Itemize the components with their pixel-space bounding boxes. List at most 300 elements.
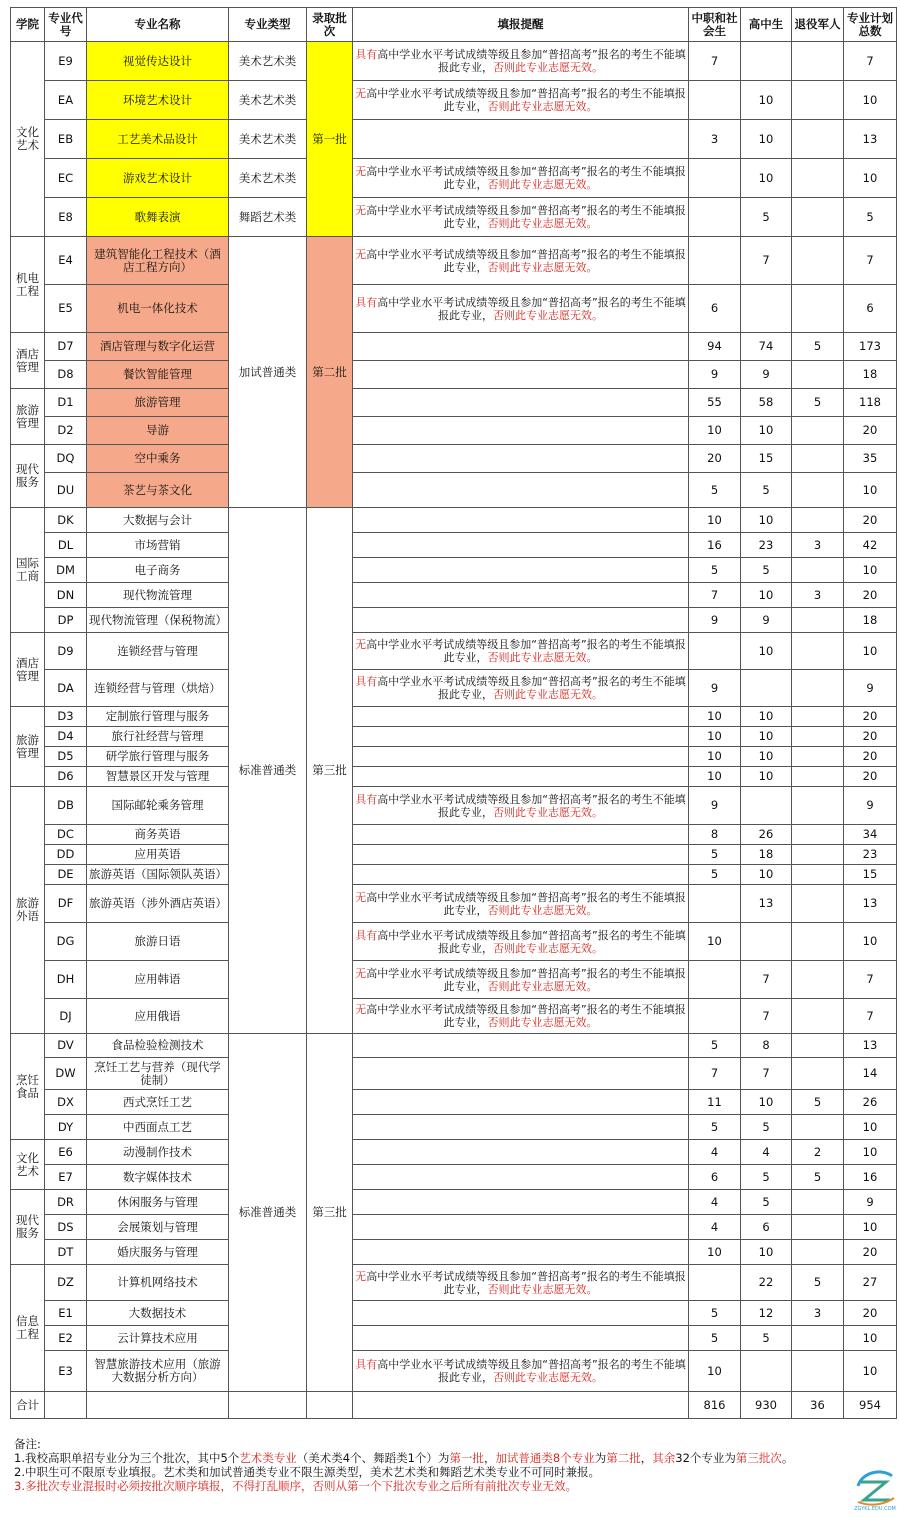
code-cell: DA (45, 670, 87, 707)
remind-suffix: 否则此专业志愿无效。 (493, 1371, 603, 1384)
table-row (11, 767, 897, 787)
code-cell: DG (45, 923, 87, 961)
table-row (11, 583, 897, 608)
total-cell: 20 (844, 707, 897, 727)
table-row (11, 1351, 897, 1392)
name-cell: 电子商务 (87, 558, 229, 583)
total-cell: 10 (844, 81, 897, 120)
col-batch: 录取批次 (307, 8, 353, 42)
veteran-cell (792, 787, 844, 825)
veteran-cell (792, 1326, 844, 1351)
table-row (11, 508, 897, 533)
table-row (11, 961, 897, 999)
remind-prefix: 无 (355, 638, 367, 651)
table-row (11, 198, 897, 237)
vocational-cell: 9 (689, 670, 741, 707)
name-cell: 旅游英语（国际领队英语） (87, 865, 229, 885)
name-cell: 现代物流管理（保税物流） (87, 608, 229, 633)
college-cell: 旅游外语 (11, 787, 45, 1034)
code-cell: DB (45, 787, 87, 825)
name-cell: 连锁经营与管理（烘焙） (87, 670, 229, 707)
veteran-cell (792, 707, 844, 727)
total-cell: 7 (844, 42, 897, 81)
type-cell: 美术艺术类 (229, 81, 307, 120)
highschool-cell: 10 (741, 865, 792, 885)
vocational-cell: 20 (689, 445, 741, 473)
table-row (11, 727, 897, 747)
highschool-cell (741, 1351, 792, 1392)
veteran-cell: 5 (792, 1090, 844, 1115)
remind-suffix: 否则此专业志愿无效。 (487, 903, 598, 917)
vocational-cell: 9 (689, 608, 741, 633)
name-cell: 大数据与会计 (87, 508, 229, 533)
table-row (11, 120, 897, 159)
total-cell: 20 (844, 583, 897, 608)
table-row (11, 1215, 897, 1240)
remind-cell (353, 361, 689, 389)
total-cell: 20 (844, 417, 897, 445)
vocational-cell (689, 198, 741, 237)
remind-suffix: 否则此专业志愿无效。 (487, 651, 598, 664)
veteran-cell: 3 (792, 1301, 844, 1326)
college-cell: 现代服务 (11, 445, 45, 508)
veteran-cell (792, 1240, 844, 1265)
remind-suffix: 否则此专业志愿无效。 (487, 979, 598, 993)
vocational-cell: 4 (689, 1215, 741, 1240)
notes-title: 备注: (14, 1437, 41, 1451)
batch-cell: 第一批 (307, 42, 353, 237)
vocational-cell: 9 (689, 361, 741, 389)
remind-cell (353, 42, 689, 81)
veteran-cell (792, 445, 844, 473)
total-cell: 10 (844, 1115, 897, 1140)
type-cell: 舞蹈艺术类 (229, 198, 307, 237)
code-cell: DN (45, 583, 87, 608)
table-row (11, 670, 897, 707)
name-cell: 西式烹饪工艺 (87, 1090, 229, 1115)
highschool-cell: 10 (741, 633, 792, 670)
table-row (11, 608, 897, 633)
remind-body: 高中学业水平考试成绩等级且参加“普招高考”报名的考生不能填报此专业， (377, 295, 686, 322)
veteran-cell (792, 999, 844, 1034)
remind-cell (353, 1090, 689, 1115)
remind-cell (353, 787, 689, 825)
vocational-cell (689, 159, 741, 198)
total-cell: 42 (844, 533, 897, 558)
remind-cell (353, 1326, 689, 1351)
type-cell: 加试普通类 (229, 237, 307, 508)
remind-prefix: 无 (355, 87, 367, 100)
remind-body: 高中学业水平考试成绩等级且参加“普招高考”报名的考生不能填报此专业， (366, 966, 686, 993)
highschool-cell: 7 (741, 999, 792, 1034)
total-highschool: 930 (741, 1392, 792, 1419)
total-cell: 14 (844, 1058, 897, 1090)
total-overall: 954 (844, 1392, 897, 1419)
college-cell: 文化艺术 (11, 1140, 45, 1190)
table-row (11, 633, 897, 670)
remind-prefix: 无 (355, 165, 367, 178)
table-row (11, 1090, 897, 1115)
highschool-cell: 58 (741, 389, 792, 417)
code-cell: DE (45, 865, 87, 885)
code-cell: D6 (45, 767, 87, 787)
code-cell: D4 (45, 727, 87, 747)
vocational-cell: 6 (689, 285, 741, 333)
code-cell: E8 (45, 198, 87, 237)
college-cell: 信息工程 (11, 1265, 45, 1392)
highschool-cell: 7 (741, 1058, 792, 1090)
code-cell: DZ (45, 1265, 87, 1301)
college-cell: 旅游管理 (11, 389, 45, 445)
name-cell: 动漫制作技术 (87, 1140, 229, 1165)
highschool-cell: 9 (741, 361, 792, 389)
code-cell: E7 (45, 1165, 87, 1190)
highschool-cell: 5 (741, 1165, 792, 1190)
highschool-cell: 10 (741, 159, 792, 198)
table-row (11, 845, 897, 865)
code-cell: DS (45, 1215, 87, 1240)
total-cell: 20 (844, 767, 897, 787)
highschool-cell: 10 (741, 583, 792, 608)
highschool-cell: 13 (741, 885, 792, 923)
code-cell: DW (45, 1058, 87, 1090)
total-cell: 20 (844, 508, 897, 533)
vocational-cell: 6 (689, 1165, 741, 1190)
table-row (11, 865, 897, 885)
code-cell: D5 (45, 747, 87, 767)
col-highschool: 高中生 (741, 8, 792, 42)
name-cell: 智慧景区开发与管理 (87, 767, 229, 787)
remind-body: 高中学业水平考试成绩等级且参加“普招高考”报名的考生不能填报此专业， (366, 165, 686, 191)
remind-cell (353, 670, 689, 707)
vocational-cell: 4 (689, 1140, 741, 1165)
table-row (11, 1240, 897, 1265)
remind-cell (353, 885, 689, 923)
remind-cell (353, 1058, 689, 1090)
col-code: 专业代号 (45, 8, 87, 42)
type-cell: 标准普通类 (229, 1034, 307, 1392)
name-cell: 空中乘务 (87, 445, 229, 473)
highschool-cell: 23 (741, 533, 792, 558)
veteran-cell (792, 1190, 844, 1215)
highschool-cell: 10 (741, 417, 792, 445)
remind-cell (353, 159, 689, 198)
remind-suffix: 否则此专业志愿无效。 (487, 217, 598, 230)
veteran-cell (792, 1215, 844, 1240)
table-row (11, 999, 897, 1034)
total-cell: 23 (844, 845, 897, 865)
veteran-cell: 2 (792, 1140, 844, 1165)
table-row (11, 1265, 897, 1301)
col-total: 专业计划总数 (844, 8, 897, 42)
total-cell: 10 (844, 1140, 897, 1165)
remind-body: 高中学业水平考试成绩等级且参加“普招高考”报名的考生不能填报此专业， (377, 1358, 686, 1384)
total-cell: 10 (844, 1215, 897, 1240)
remind-suffix: 否则此专业志愿无效。 (487, 100, 598, 113)
table-row (11, 237, 897, 285)
table-row (11, 1058, 897, 1090)
total-cell: 9 (844, 670, 897, 707)
vocational-cell: 10 (689, 417, 741, 445)
remind-suffix: 否则此专业志愿无效。 (493, 61, 603, 74)
veteran-cell: 5 (792, 1165, 844, 1190)
veteran-cell (792, 825, 844, 845)
col-type: 专业类型 (229, 8, 307, 42)
code-cell: DX (45, 1090, 87, 1115)
remind-cell (353, 707, 689, 727)
name-cell: 会展策划与管理 (87, 1215, 229, 1240)
total-cell: 34 (844, 825, 897, 845)
remind-body: 高中学业水平考试成绩等级且参加“普招高考”报名的考生不能填报此专业， (377, 675, 686, 701)
vocational-cell: 10 (689, 1351, 741, 1392)
veteran-cell (792, 1058, 844, 1090)
vocational-cell: 10 (689, 747, 741, 767)
table-row (11, 81, 897, 120)
vocational-cell: 5 (689, 1326, 741, 1351)
highschool-cell: 8 (741, 1034, 792, 1058)
vocational-cell: 10 (689, 727, 741, 747)
highschool-cell: 5 (741, 1115, 792, 1140)
remind-cell (353, 198, 689, 237)
veteran-cell: 5 (792, 389, 844, 417)
remind-prefix: 无 (355, 1003, 367, 1016)
code-cell: DR (45, 1190, 87, 1215)
highschool-cell: 10 (741, 1240, 792, 1265)
remind-suffix: 否则此专业志愿无效。 (493, 805, 603, 819)
veteran-cell (792, 198, 844, 237)
col-veteran: 退役军人 (792, 8, 844, 42)
veteran-cell (792, 285, 844, 333)
table-row (11, 885, 897, 923)
highschool-cell: 22 (741, 1265, 792, 1301)
veteran-cell (792, 120, 844, 159)
table-row (11, 285, 897, 333)
code-cell: DF (45, 885, 87, 923)
veteran-cell (792, 81, 844, 120)
highschool-cell: 18 (741, 845, 792, 865)
highschool-cell (741, 285, 792, 333)
veteran-cell (792, 845, 844, 865)
remind-cell (353, 120, 689, 159)
name-cell: 环境艺术设计 (87, 81, 229, 120)
veteran-cell (792, 361, 844, 389)
vocational-cell: 5 (689, 1034, 741, 1058)
remind-prefix: 具有 (355, 1358, 378, 1371)
type-cell: 美术艺术类 (229, 159, 307, 198)
batch-cell: 第三批 (307, 1034, 353, 1392)
code-cell: E9 (45, 42, 87, 81)
remind-body: 高中学业水平考试成绩等级且参加“普招高考”报名的考生不能填报此专业， (377, 792, 686, 819)
table-row (11, 1326, 897, 1351)
total-cell: 35 (844, 445, 897, 473)
highschool-cell: 5 (741, 558, 792, 583)
name-cell: 歌舞表演 (87, 198, 229, 237)
vocational-cell: 5 (689, 473, 741, 508)
code-cell: DV (45, 1034, 87, 1058)
code-cell: E2 (45, 1326, 87, 1351)
remind-cell (353, 1265, 689, 1301)
highschool-cell: 10 (741, 508, 792, 533)
remind-body: 高中学业水平考试成绩等级且参加“普招高考”报名的考生不能填报此专业， (366, 87, 686, 113)
veteran-cell (792, 608, 844, 633)
veteran-cell (792, 747, 844, 767)
highschool-cell: 10 (741, 747, 792, 767)
col-vocational: 中职和社会生 (689, 8, 741, 42)
veteran-cell (792, 1115, 844, 1140)
vocational-cell: 10 (689, 767, 741, 787)
veteran-cell: 3 (792, 533, 844, 558)
code-cell: E4 (45, 237, 87, 285)
code-cell: DY (45, 1115, 87, 1140)
vocational-cell (689, 1265, 741, 1301)
vocational-cell: 55 (689, 389, 741, 417)
total-cell: 6 (844, 285, 897, 333)
remind-cell (353, 333, 689, 361)
highschool-cell: 5 (741, 1326, 792, 1351)
name-cell: 餐饮智能管理 (87, 361, 229, 389)
table-row (11, 473, 897, 508)
name-cell: 研学旅行管理与服务 (87, 747, 229, 767)
remind-suffix: 否则此专业志愿无效。 (493, 688, 603, 701)
remind-cell (353, 1215, 689, 1240)
col-college: 学院 (11, 8, 45, 42)
remind-cell (353, 1140, 689, 1165)
total-cell: 7 (844, 999, 897, 1034)
name-cell: 应用韩语 (87, 961, 229, 999)
college-cell: 国际工商 (11, 508, 45, 633)
highschool-cell: 12 (741, 1301, 792, 1326)
vocational-cell: 5 (689, 845, 741, 865)
total-cell: 20 (844, 727, 897, 747)
code-cell: DC (45, 825, 87, 845)
name-cell: 旅游英语（涉外酒店英语） (87, 885, 229, 923)
table-row (11, 361, 897, 389)
name-cell: 国际邮轮乘务管理 (87, 787, 229, 825)
remind-cell (353, 389, 689, 417)
total-cell: 10 (844, 633, 897, 670)
remind-prefix: 无 (355, 247, 367, 261)
code-cell: DQ (45, 445, 87, 473)
total-cell: 118 (844, 389, 897, 417)
name-cell: 定制旅行管理与服务 (87, 707, 229, 727)
name-cell: 酒店管理与数字化运营 (87, 333, 229, 361)
vocational-cell: 7 (689, 1058, 741, 1090)
code-cell: DU (45, 473, 87, 508)
name-cell: 商务英语 (87, 825, 229, 845)
total-cell: 16 (844, 1165, 897, 1190)
highschool-cell (741, 670, 792, 707)
total-cell: 10 (844, 473, 897, 508)
total-cell: 20 (844, 1301, 897, 1326)
remind-prefix: 具有 (355, 295, 378, 309)
table-row (11, 747, 897, 767)
remind-prefix: 无 (355, 966, 367, 980)
total-cell: 20 (844, 1240, 897, 1265)
code-cell: DP (45, 608, 87, 633)
remind-cell (353, 865, 689, 885)
type-cell: 标准普通类 (229, 508, 307, 1034)
name-cell: 烹饪工艺与营养（现代学徒制） (87, 1058, 229, 1090)
vocational-cell: 7 (689, 583, 741, 608)
college-cell: 旅游管理 (11, 707, 45, 787)
college-cell: 酒店管理 (11, 633, 45, 707)
remind-suffix: 否则此专业志愿无效。 (493, 308, 603, 322)
table-row (11, 417, 897, 445)
note-1: 1.我校高职单招专业分为三个批次，其中5个艺术类专业（美术类4个、舞蹈类1个）为第一批，加试普通类8个专业为第二批，其余32个专业为第三批次。 (14, 1451, 794, 1465)
vocational-cell: 9 (689, 787, 741, 825)
remind-cell (353, 1301, 689, 1326)
table-row (11, 42, 897, 81)
total-cell: 18 (844, 361, 897, 389)
vocational-cell (689, 81, 741, 120)
remind-cell (353, 473, 689, 508)
name-cell: 休闲服务与管理 (87, 1190, 229, 1215)
veteran-cell: 3 (792, 583, 844, 608)
name-cell: 导游 (87, 417, 229, 445)
remind-cell (353, 508, 689, 533)
highschool-cell: 5 (741, 1190, 792, 1215)
remind-body: 高中学业水平考试成绩等级且参加“普招高考”报名的考生不能填报此专业， (366, 247, 686, 274)
college-cell: 现代服务 (11, 1190, 45, 1265)
total-cell: 173 (844, 333, 897, 361)
veteran-cell (792, 42, 844, 81)
table-row (11, 1165, 897, 1190)
table-row (11, 558, 897, 583)
highschool-cell: 26 (741, 825, 792, 845)
table-row (11, 333, 897, 361)
total-veteran: 36 (792, 1392, 844, 1419)
total-cell: 10 (844, 1326, 897, 1351)
highschool-cell: 7 (741, 237, 792, 285)
remind-cell (353, 1190, 689, 1215)
total-cell: 27 (844, 1265, 897, 1301)
vocational-cell: 3 (689, 120, 741, 159)
veteran-cell (792, 237, 844, 285)
total-cell: 10 (844, 923, 897, 961)
name-cell: 应用英语 (87, 845, 229, 865)
name-cell: 建筑智能化工程技术（酒店工程方向） (87, 237, 229, 285)
remind-prefix: 具有 (355, 792, 378, 806)
remind-cell (353, 1165, 689, 1190)
name-cell: 旅游管理 (87, 389, 229, 417)
highschool-cell (741, 923, 792, 961)
total-vocational: 816 (689, 1392, 741, 1419)
remind-cell (353, 583, 689, 608)
name-cell: 旅行社经营与管理 (87, 727, 229, 747)
admission-plan-table (10, 7, 897, 1419)
total-cell: 20 (844, 747, 897, 767)
name-cell: 视觉传达设计 (87, 42, 229, 81)
vocational-cell (689, 237, 741, 285)
veteran-cell: 5 (792, 333, 844, 361)
note-3: 3.多批次专业混报时必须按批次顺序填报，不得打乱顺序，否则从第一个下批次专业之后所有前批次专业无效。 (14, 1479, 577, 1493)
code-cell: E1 (45, 1301, 87, 1326)
table-row (11, 787, 897, 825)
vocational-cell: 10 (689, 508, 741, 533)
table-row (11, 1140, 897, 1165)
veteran-cell: 5 (792, 1265, 844, 1301)
remind-cell (353, 237, 689, 285)
veteran-cell (792, 508, 844, 533)
code-cell: E3 (45, 1351, 87, 1392)
notes (14, 1437, 874, 1493)
highschool-cell: 9 (741, 608, 792, 633)
name-cell: 旅游日语 (87, 923, 229, 961)
veteran-cell (792, 885, 844, 923)
table-row (11, 707, 897, 727)
remind-suffix: 否则此专业志愿无效。 (487, 1282, 598, 1296)
vocational-cell: 16 (689, 533, 741, 558)
